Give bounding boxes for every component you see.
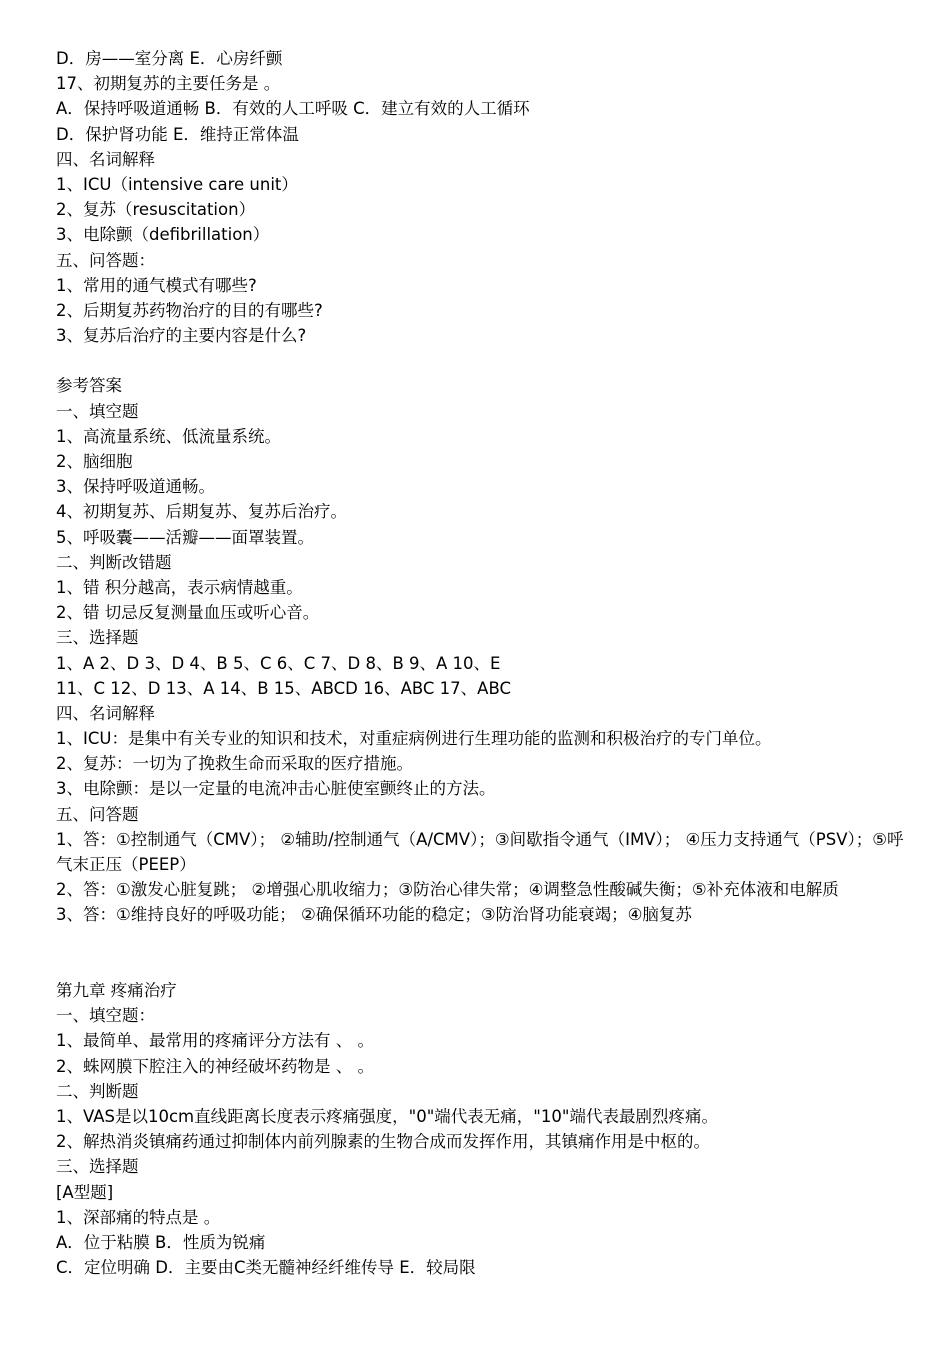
blank-space (56, 928, 906, 978)
section-heading: 二、判断改错题 (56, 552, 172, 572)
question-item: 1、常用的通气模式有哪些? (56, 275, 257, 295)
question-17: 17、初期复苏的主要任务是 。 (56, 74, 281, 94)
answer-item: 2、脑细胞 (56, 452, 133, 471)
text-line: D．房——室分离 E．心房纤颤 (56, 49, 283, 68)
question-item: 1、VAS是以10cm直线距离长度表示疼痛强度，"0"端代表无痛，"10"端代表最剧烈疼痛。 (56, 1106, 718, 1126)
chapter-title: 第九章 疼痛治疗 (56, 981, 177, 1000)
options-line: C．定位明确 D．主要由C类无髓神经纤维传导 E．较局限 (56, 1258, 476, 1278)
section-heading: 二、判断题 (56, 1081, 139, 1101)
section-heading: 三、选择题 (56, 1157, 139, 1177)
options-line: A．位于粘膜 B．性质为锐痛 (56, 1232, 266, 1252)
answers-heading: 参考答案 (56, 376, 122, 396)
term-item: 2、复苏（resuscitation） (56, 200, 256, 220)
section-heading: 五、问答题 (56, 804, 139, 824)
answer-item: 3、保持呼吸道通畅。 (56, 477, 215, 497)
question-item: 2、解热消炎镇痛药通过抑制体内前列腺素的生物合成而发挥作用，其镇痛作用是中枢的。 (56, 1132, 710, 1152)
answer-item: 1、高流量系统、低流量系统。 (56, 426, 281, 446)
term-item: 1、ICU（intensive care unit） (56, 174, 298, 194)
section-heading: 一、填空题： (56, 1006, 155, 1026)
answer-item: 4、初期复苏、后期复苏、复苏后治疗。 (56, 502, 347, 522)
options-line: A．保持呼吸道通畅 B．有效的人工呼吸 C．建立有效的人工循环 (56, 99, 530, 119)
blank-space (56, 348, 906, 373)
term-item: 3、电除颤（defibrillation） (56, 225, 270, 245)
definition-item: 2、复苏：一切为了挽救生命而采取的医疗措施。 (56, 754, 413, 774)
document-page (56, 46, 906, 1280)
section-heading: 四、名词解释 (56, 703, 155, 723)
section-heading: 一、填空题 (56, 401, 139, 421)
answer-item: 5、呼吸囊——活瓣——面罩装置。 (56, 527, 314, 547)
answer-key-line: 1、A 2、D 3、D 4、B 5、C 6、C 7、D 8、B 9、A 10、E (56, 653, 501, 673)
section-heading: 五、问答题： (56, 250, 155, 270)
definition-item: 1、ICU：是集中有关专业的知识和技术，对重症病例进行生理功能的监测和积极治疗的专门单位。 (56, 729, 772, 749)
question-item: 2、蛛网膜下腔注入的神经破坏药物是 、 。 (56, 1056, 374, 1076)
definition-item: 3、电除颤：是以一定量的电流冲击心脏使室颤终止的方法。 (56, 779, 496, 799)
question-item: 3、复苏后治疗的主要内容是什么? (56, 326, 307, 346)
question-item: 1、深部痛的特点是 。 (56, 1207, 221, 1227)
section-heading: 四、名词解释 (56, 149, 155, 169)
answer-key-line: 11、C 12、D 13、A 14、B 15、ABCD 16、ABC 17、ABC (56, 678, 511, 698)
answer-item: 1、错 积分越高，表示病情越重。 (56, 577, 303, 597)
question-item: 1、最简单、最常用的疼痛评分方法有 、 。 (56, 1031, 374, 1051)
question-item: 2、后期复苏药物治疗的目的有哪些? (56, 300, 323, 320)
question-type-label: [A型题] (56, 1182, 114, 1202)
long-answer: 2、答：①激发心脏复跳； ②增强心肌收缩力；③防治心律失常；④调整急性酸碱失衡；⑤补充体液和电解质 (56, 880, 839, 900)
long-answer: 3、答：①维持良好的呼吸功能； ②确保循环功能的稳定；③防治肾功能衰竭；④脑复苏 (56, 905, 692, 925)
section-heading: 三、选择题 (56, 628, 139, 648)
options-line: D．保护肾功能 E．维持正常体温 (56, 124, 299, 144)
long-answer: 1、答：①控制通气（CMV）； ②辅助/控制通气（A/CMV）；③间歇指令通气（IMV）； ④压力支持通气（PSV）；⑤呼气末正压（PEEP） (56, 829, 904, 875)
answer-item: 2、错 切忌反复测量血压或听心音。 (56, 603, 320, 623)
